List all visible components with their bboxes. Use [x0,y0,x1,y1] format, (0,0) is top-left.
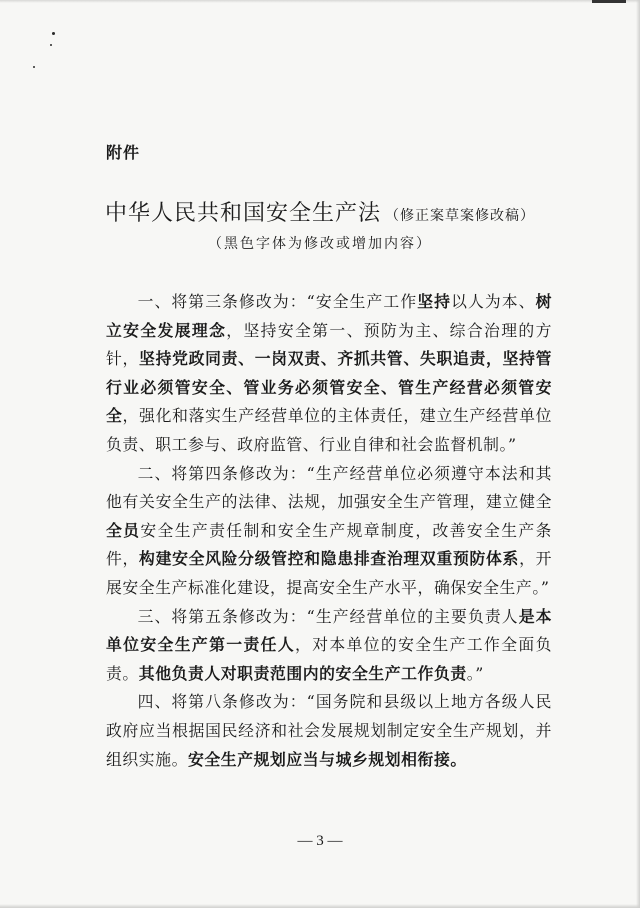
amended-text: 坚持党政同责、一岗双责、齐抓共管、失职追责，坚持管行业必须管安全、管业务必须管安全、管生产经营必须管安全 [106,349,552,426]
paragraph-article-8 [106,688,552,774]
scan-speck [52,32,55,35]
original-text: 一、将第三条修改为：“安全生产工作 [137,292,418,311]
attachment-label: 附件 [106,143,141,162]
amended-text: 构建安全风险分级管控和隐患排查治理双重预防体系 [139,549,520,569]
original-text: 以人为本、 [451,292,536,311]
amended-text: 其他负责人对职责范围内的安全生产工作负责 [138,663,467,683]
title-suffix: （修正案草案修改稿） [385,208,535,224]
original-text: ，开展安全生产标准化建设，提高安全生产水平，确保安全生产。” [106,549,552,597]
page-number: — 3 — [297,833,343,849]
original-text: 。” [466,663,484,683]
original-text: ，强化和落实生产经营单位的主体责任，建立生产经营单位负责、职工参与、政府监管、行业自律和社会监督机制。” [106,406,552,454]
corner-scan-mark [592,0,626,3]
scan-edge-right [636,0,640,908]
amended-text: 是本单位安全生产第一责任人 [106,606,552,655]
scan-edge-bottom [0,904,640,908]
scan-speck [50,44,52,46]
paragraph-article-4 [106,460,552,603]
paragraph-article-5 [106,603,552,689]
scan-edge-top [0,0,640,3]
document-note: （黑色字体为修改或增加内容） [208,236,432,252]
original-text: 四、将第八条修改为：“国务院和县级以上地方各级人民政府应当根据国民经济和社会发展规划制定安全生产规划，并组织实施。 [106,692,552,769]
amended-text: 坚持 [417,292,452,311]
scan-speck [33,66,35,68]
title-main: 中华人民共和国安全生产法 [104,201,381,226]
document-body [106,288,552,774]
amended-text: 安全生产规划应当与城乡规划相衔接。 [188,749,467,769]
document-title [0,196,640,227]
original-text: 安全生产责任制和安全生产规章制度，改善安全生产条件， [106,520,552,569]
original-text: 二、将第四条修改为：“生产经营单位必须遵守本法和其他有关安全生产的法律、法规，加强安全生产管理，建立健全 [106,463,552,512]
original-text: 三、将第五条修改为：“生产经营单位的主要负责人 [137,606,519,626]
amended-text: 树立安全发展理念 [106,292,552,340]
paragraph-article-3 [106,288,552,460]
amended-text: 全员 [106,520,141,540]
original-text: ，坚持安全第一、预防为主、综合治理的方针， [106,320,553,369]
original-text: ，对本单位的安全生产工作全面负责。 [106,635,552,683]
